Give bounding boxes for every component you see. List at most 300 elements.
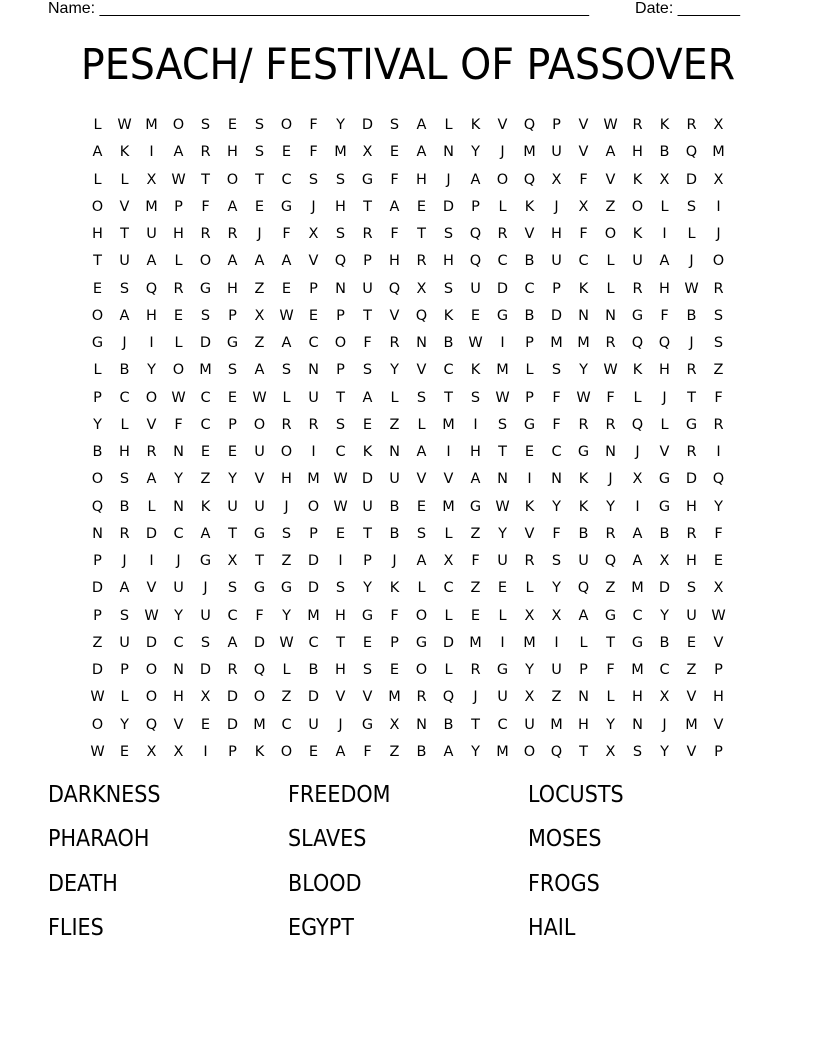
grid-letter: D — [199, 335, 212, 352]
grid-letter: Q — [658, 335, 671, 352]
grid-letter: E — [227, 389, 238, 406]
grid-letter: N — [578, 689, 589, 706]
grid-letter: J — [176, 553, 181, 570]
grid-letter: P — [525, 389, 534, 406]
grid-letter: O — [226, 171, 239, 188]
grid-letter: X — [713, 117, 724, 134]
grid-letter: Y — [282, 607, 291, 624]
grid-letter: V — [146, 416, 157, 433]
grid-letter: E — [281, 280, 292, 297]
grid-row — [84, 739, 732, 766]
grid-letter: I — [635, 498, 640, 515]
grid-letter: G — [361, 607, 374, 624]
grid-letter: E — [470, 607, 481, 624]
grid-letter: L — [120, 416, 129, 433]
grid-letter: U — [362, 498, 373, 515]
grid-letter: I — [149, 335, 154, 352]
grid-letter: Z — [470, 580, 481, 597]
grid-letter: S — [551, 362, 562, 379]
grid-row — [84, 167, 732, 194]
grid-letter: P — [228, 307, 237, 324]
grid-letter: L — [390, 389, 399, 406]
grid-letter: N — [389, 444, 400, 461]
grid-letter: M — [307, 471, 320, 488]
grid-letter: M — [388, 689, 401, 706]
grid-letter: T — [120, 226, 129, 243]
grid-row — [84, 303, 732, 330]
grid-letter: R — [686, 362, 697, 379]
grid-letter: C — [524, 280, 535, 297]
grid-letter: W — [279, 307, 294, 324]
grid-letter: H — [470, 444, 481, 461]
grid-letter: T — [606, 634, 615, 651]
grid-letter: L — [444, 117, 453, 134]
grid-letter: K — [362, 444, 373, 461]
grid-letter: C — [632, 607, 643, 624]
grid-letter: V — [389, 307, 400, 324]
grid-letter: P — [228, 743, 237, 760]
grid-row — [84, 466, 732, 493]
grid-letter: Z — [281, 689, 292, 706]
grid-letter: U — [389, 471, 400, 488]
grid-letter: O — [145, 689, 158, 706]
grid-letter: S — [119, 280, 130, 297]
grid-letter: D — [226, 689, 239, 706]
grid-letter: P — [525, 335, 534, 352]
grid-letter: K — [470, 362, 481, 379]
grid-letter: M — [577, 335, 590, 352]
grid-row — [84, 221, 732, 248]
grid-letter: G — [199, 553, 212, 570]
grid-letter: P — [714, 743, 723, 760]
grid-letter: R — [200, 226, 211, 243]
grid-letter: Y — [579, 362, 588, 379]
grid-letter: G — [658, 498, 671, 515]
grid-letter: W — [279, 634, 294, 651]
grid-letter: J — [689, 335, 694, 352]
grid-letter: D — [91, 662, 104, 679]
grid-letter: Q — [523, 117, 536, 134]
grid-letter: C — [281, 171, 292, 188]
grid-letter: D — [496, 280, 509, 297]
grid-letter: Y — [471, 144, 480, 161]
grid-letter: K — [524, 498, 535, 515]
grid-letter: B — [389, 525, 400, 542]
grid-letter: G — [631, 307, 644, 324]
grid-letter: A — [416, 553, 427, 570]
grid-letter: O — [91, 716, 104, 733]
grid-letter: O — [334, 335, 347, 352]
grid-letter: Q — [577, 580, 590, 597]
grid-letter: D — [307, 580, 320, 597]
grid-letter: O — [172, 117, 185, 134]
grid-letter: Q — [604, 553, 617, 570]
grid-letter: Z — [605, 580, 616, 597]
grid-letter: P — [579, 662, 588, 679]
grid-letter: V — [173, 716, 184, 733]
grid-letter: R — [632, 280, 643, 297]
grid-letter: W — [603, 117, 618, 134]
grid-letter: U — [551, 253, 562, 270]
grid-letter: V — [713, 716, 724, 733]
grid-letter: H — [227, 144, 238, 161]
grid-row — [84, 439, 732, 466]
grid-letter: M — [496, 362, 509, 379]
grid-letter: X — [389, 716, 400, 733]
grid-letter: T — [363, 198, 372, 215]
grid-letter: D — [91, 580, 104, 597]
grid-letter: B — [92, 444, 103, 461]
grid-letter: C — [443, 362, 454, 379]
grid-letter: B — [686, 307, 697, 324]
grid-letter: H — [173, 226, 184, 243]
grid-letter: I — [662, 226, 667, 243]
grid-letter: R — [416, 689, 427, 706]
grid-letter: T — [444, 389, 453, 406]
grid-letter: M — [631, 580, 644, 597]
grid-row — [84, 548, 732, 575]
grid-letter: T — [417, 226, 426, 243]
grid-letter: A — [416, 144, 427, 161]
grid-letter: Y — [174, 607, 183, 624]
grid-letter: Q — [712, 471, 725, 488]
grid-letter: H — [119, 444, 130, 461]
grid-letter: Y — [336, 117, 345, 134]
grid-letter: E — [200, 444, 211, 461]
grid-letter: S — [686, 580, 697, 597]
grid-letter: G — [361, 171, 374, 188]
grid-letter: F — [714, 525, 723, 542]
grid-letter: W — [333, 471, 348, 488]
word-bank-item: DEATH — [48, 871, 118, 897]
grid-letter: L — [147, 498, 156, 515]
grid-letter: O — [172, 362, 185, 379]
grid-letter: V — [254, 471, 265, 488]
grid-row — [84, 112, 732, 139]
grid-letter: G — [415, 634, 428, 651]
grid-letter: H — [146, 307, 157, 324]
grid-letter: D — [550, 307, 563, 324]
grid-letter: V — [686, 689, 697, 706]
grid-letter: U — [254, 498, 265, 515]
grid-letter: Y — [363, 580, 372, 597]
grid-letter: A — [92, 144, 103, 161]
grid-letter: K — [578, 471, 589, 488]
grid-letter: F — [390, 171, 399, 188]
grid-row — [84, 712, 732, 739]
grid-letter: M — [550, 716, 563, 733]
grid-letter: H — [659, 362, 670, 379]
grid-letter: N — [173, 662, 184, 679]
grid-letter: H — [713, 689, 724, 706]
grid-letter: C — [227, 607, 238, 624]
grid-letter: H — [686, 498, 697, 515]
grid-letter: R — [308, 416, 319, 433]
grid-letter: C — [200, 416, 211, 433]
grid-letter: M — [685, 716, 698, 733]
grid-letter: S — [281, 362, 292, 379]
grid-letter: U — [227, 498, 238, 515]
word-bank-item: EGYPT — [288, 915, 354, 941]
grid-letter: R — [119, 525, 130, 542]
grid-letter: A — [173, 144, 184, 161]
grid-letter: F — [174, 416, 183, 433]
grid-letter: L — [579, 634, 588, 651]
grid-letter: U — [632, 253, 643, 270]
grid-letter: T — [336, 389, 345, 406]
grid-letter: P — [552, 280, 561, 297]
grid-letter: Q — [685, 144, 698, 161]
grid-letter: O — [145, 389, 158, 406]
grid-letter: W — [333, 498, 348, 515]
grid-letter: U — [551, 144, 562, 161]
grid-letter: S — [119, 607, 130, 624]
grid-letter: Y — [552, 580, 561, 597]
grid-letter: D — [226, 716, 239, 733]
grid-letter: Y — [606, 498, 615, 515]
grid-letter: A — [119, 580, 130, 597]
grid-letter: M — [712, 144, 725, 161]
grid-letter: J — [446, 171, 451, 188]
grid-letter: F — [552, 389, 561, 406]
grid-letter: Q — [631, 416, 644, 433]
grid-letter: C — [551, 444, 562, 461]
grid-letter: L — [606, 689, 615, 706]
grid-letter: P — [120, 662, 129, 679]
grid-letter: G — [496, 662, 509, 679]
grid-letter: S — [335, 580, 346, 597]
grid-letter: X — [416, 280, 427, 297]
grid-letter: G — [253, 580, 266, 597]
grid-letter: F — [606, 662, 615, 679]
grid-row — [84, 248, 732, 275]
grid-letter: U — [524, 716, 535, 733]
grid-letter: S — [308, 171, 319, 188]
grid-letter: L — [93, 362, 102, 379]
grid-letter: J — [662, 716, 667, 733]
grid-letter: R — [686, 117, 697, 134]
grid-letter: R — [497, 226, 508, 243]
grid-letter: P — [714, 662, 723, 679]
grid-letter: X — [659, 171, 670, 188]
grid-letter: F — [579, 171, 588, 188]
grid-letter: S — [713, 307, 724, 324]
grid-letter: U — [146, 226, 157, 243]
grid-letter: J — [716, 226, 721, 243]
grid-letter: I — [311, 444, 316, 461]
grid-letter: Y — [390, 362, 399, 379]
grid-letter: Y — [120, 716, 129, 733]
grid-letter: Z — [389, 743, 400, 760]
grid-letter: A — [659, 253, 670, 270]
grid-letter: S — [497, 416, 508, 433]
grid-letter: X — [200, 689, 211, 706]
grid-letter: U — [308, 716, 319, 733]
grid-letter: D — [145, 634, 158, 651]
grid-letter: R — [578, 416, 589, 433]
grid-letter: M — [145, 117, 158, 134]
grid-letter: L — [606, 280, 615, 297]
grid-letter: Z — [605, 198, 616, 215]
grid-letter: H — [389, 253, 400, 270]
grid-letter: L — [498, 198, 507, 215]
grid-letter: U — [497, 553, 508, 570]
grid-letter: S — [119, 471, 130, 488]
grid-letter: F — [309, 117, 318, 134]
grid-letter: A — [146, 253, 157, 270]
grid-letter: S — [335, 416, 346, 433]
grid-letter: V — [524, 525, 535, 542]
grid-letter: P — [174, 198, 183, 215]
grid-letter: E — [335, 525, 346, 542]
grid-letter: V — [578, 117, 589, 134]
grid-letter: Z — [254, 335, 265, 352]
grid-letter: F — [282, 226, 291, 243]
grid-letter: W — [171, 389, 186, 406]
grid-letter: P — [336, 362, 345, 379]
grid-row — [84, 330, 732, 357]
grid-letter: W — [684, 280, 699, 297]
grid-letter: M — [523, 634, 536, 651]
grid-letter: N — [173, 498, 184, 515]
grid-letter: S — [470, 389, 481, 406]
grid-letter: A — [200, 525, 211, 542]
grid-letter: H — [443, 253, 454, 270]
grid-letter: U — [686, 607, 697, 624]
grid-letter: Q — [415, 307, 428, 324]
grid-letter: I — [554, 634, 559, 651]
grid-letter: R — [524, 553, 535, 570]
grid-letter: Q — [145, 716, 158, 733]
grid-letter: I — [500, 634, 505, 651]
grid-letter: P — [93, 389, 102, 406]
date-field-label: Date: _______ — [635, 0, 740, 17]
grid-row — [84, 494, 732, 521]
grid-letter: C — [443, 580, 454, 597]
grid-letter: X — [578, 198, 589, 215]
grid-letter: Z — [713, 362, 724, 379]
grid-letter: R — [281, 416, 292, 433]
grid-letter: X — [659, 553, 670, 570]
grid-letter: V — [524, 226, 535, 243]
grid-letter: G — [496, 307, 509, 324]
grid-letter: W — [90, 689, 105, 706]
grid-letter: A — [281, 253, 292, 270]
grid-letter: W — [711, 607, 726, 624]
grid-letter: C — [497, 253, 508, 270]
grid-letter: E — [200, 716, 211, 733]
grid-letter: C — [308, 335, 319, 352]
grid-letter: O — [523, 743, 536, 760]
grid-letter: Q — [253, 662, 266, 679]
grid-letter: Y — [525, 662, 534, 679]
word-bank-item: SLAVES — [288, 826, 367, 852]
grid-letter: G — [91, 335, 104, 352]
grid-letter: I — [203, 743, 208, 760]
grid-letter: V — [362, 689, 373, 706]
word-bank-item: BLOOD — [288, 871, 362, 897]
grid-letter: A — [443, 743, 454, 760]
grid-letter: M — [496, 743, 509, 760]
word-bank-item: FLIES — [48, 915, 104, 941]
grid-letter: P — [336, 307, 345, 324]
grid-letter: K — [470, 117, 481, 134]
grid-letter: R — [605, 525, 616, 542]
grid-letter: S — [443, 280, 454, 297]
grid-letter: J — [257, 226, 262, 243]
grid-letter: I — [716, 444, 721, 461]
grid-row — [84, 657, 732, 684]
grid-letter: K — [119, 144, 130, 161]
grid-row — [84, 603, 732, 630]
grid-letter: O — [631, 198, 644, 215]
grid-letter: F — [579, 226, 588, 243]
grid-letter: L — [660, 198, 669, 215]
word-bank-item: FROGS — [528, 871, 600, 897]
grid-letter: U — [254, 444, 265, 461]
grid-letter: H — [578, 716, 589, 733]
grid-letter: J — [689, 253, 694, 270]
grid-letter: Y — [228, 471, 237, 488]
grid-letter: B — [416, 743, 427, 760]
grid-letter: L — [282, 389, 291, 406]
grid-letter: N — [632, 716, 643, 733]
grid-letter: S — [362, 362, 373, 379]
grid-letter: M — [523, 144, 536, 161]
grid-letter: D — [658, 580, 671, 597]
grid-letter: G — [631, 634, 644, 651]
grid-letter: G — [604, 607, 617, 624]
grid-letter: U — [551, 662, 562, 679]
grid-letter: S — [200, 634, 211, 651]
grid-letter: L — [93, 171, 102, 188]
grid-letter: R — [173, 280, 184, 297]
grid-letter: A — [416, 117, 427, 134]
grid-letter: S — [632, 743, 643, 760]
grid-letter: D — [145, 525, 158, 542]
grid-letter: Q — [334, 253, 347, 270]
grid-letter: Q — [523, 171, 536, 188]
grid-letter: Y — [552, 498, 561, 515]
grid-letter: R — [632, 117, 643, 134]
grid-letter: U — [173, 580, 184, 597]
word-bank-item: LOCUSTS — [528, 782, 624, 808]
grid-letter: V — [146, 580, 157, 597]
grid-letter: X — [173, 743, 184, 760]
grid-letter: V — [308, 253, 319, 270]
grid-letter: S — [686, 198, 697, 215]
grid-letter: W — [252, 389, 267, 406]
grid-letter: U — [362, 280, 373, 297]
grid-letter: H — [416, 171, 427, 188]
grid-letter: J — [203, 580, 208, 597]
grid-letter: Z — [92, 634, 103, 651]
grid-letter: Z — [254, 280, 265, 297]
grid-row — [84, 276, 732, 303]
grid-letter: S — [254, 144, 265, 161]
grid-letter: W — [468, 335, 483, 352]
grid-letter: E — [362, 634, 373, 651]
grid-letter: R — [362, 226, 373, 243]
grid-letter: L — [174, 335, 183, 352]
word-bank-item: DARKNESS — [48, 782, 161, 808]
grid-letter: O — [145, 662, 158, 679]
grid-letter: G — [280, 580, 293, 597]
grid-letter: Y — [93, 416, 102, 433]
grid-letter: M — [307, 607, 320, 624]
grid-letter: T — [363, 307, 372, 324]
grid-letter: Y — [660, 607, 669, 624]
